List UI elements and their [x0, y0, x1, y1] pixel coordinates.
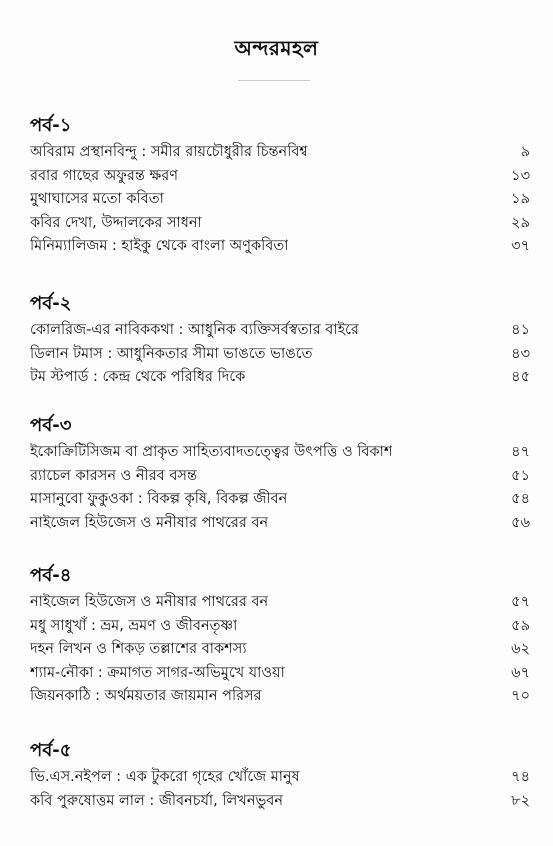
toc-entry[interactable]: [30, 591, 530, 615]
toc-entry[interactable]: [30, 441, 530, 465]
toc-entry[interactable]: [30, 235, 530, 259]
entry-title: ভি.এস.নইপল : এক টুকরো গৃহের খোঁজে মানুষ: [30, 769, 300, 785]
entry-page-number: ৫৭: [511, 594, 530, 610]
entry-title: অবিরাম প্রস্থানবিন্দু : সমীর রায়চৌধুরীর চিন্তনবিশ্ব: [30, 144, 308, 160]
entry-page-number: ৪১: [511, 322, 530, 338]
entry-title: মাসানুবো ফুকুওকা : বিকল্প কৃষি, বিকল্প জীবন: [30, 491, 288, 507]
toc-entry[interactable]: [30, 766, 530, 790]
toc-entry[interactable]: [30, 165, 530, 189]
section-heading: পর্ব-৫: [30, 740, 72, 761]
entry-title: নাইজেল হিউজেস ও মনীষার পাথরের বন: [30, 514, 269, 531]
toc-entry[interactable]: [30, 662, 530, 686]
toc-entry[interactable]: [30, 141, 530, 165]
entry-page-number: ৭০: [511, 688, 530, 704]
entry-page-number: ৪৭: [511, 444, 530, 460]
entry-page-number: ৫১: [511, 467, 530, 484]
toc-entry[interactable]: [30, 319, 530, 343]
section-4: [30, 563, 530, 709]
section-heading: পর্ব-৪: [30, 565, 72, 586]
section-1: [30, 113, 530, 259]
toc-entry[interactable]: [30, 212, 530, 236]
entry-page-number: ৩৭: [511, 238, 530, 254]
toc-entry[interactable]: [30, 790, 530, 814]
entry-page-number: ৫৪: [511, 491, 530, 507]
toc-entry[interactable]: [30, 343, 530, 367]
entry-title: মিনিম্যালিজম : হাইকু থেকে বাংলা অণুকবিতা: [30, 238, 289, 254]
entry-title: ডিলান টমাস : আধুনিকতার সীমা ভাঙতে ভাঙতে: [30, 345, 313, 362]
entry-page-number: ৪৩: [511, 345, 530, 362]
toc-entry[interactable]: [30, 685, 530, 709]
toc-entry[interactable]: [30, 366, 530, 390]
toc-entry[interactable]: [30, 188, 530, 212]
entry-page-number: ৮২: [511, 792, 530, 809]
entry-title: মধু সাধুখাঁ : ভ্রম, ভ্রমণ ও জীবনতৃষ্ণা: [30, 617, 238, 634]
entry-page-number: ১৩: [511, 167, 530, 184]
entry-title: কোলরিজ-এর নাবিককথা : আধুনিক ব্যক্তিসর্বস্বতার বাইরে: [30, 322, 359, 338]
page-title: অন্দরমহল: [234, 36, 319, 60]
section-5: [30, 738, 530, 813]
entry-title: দহন লিখন ও শিকড় তল্লাশের বাকশস্য: [30, 641, 247, 657]
toc-entry[interactable]: [30, 615, 530, 639]
section-2: [30, 291, 530, 390]
entry-title: কবি পুরুষোত্তম লাল : জীবনচর্যা, লিখনভুবন: [30, 792, 284, 809]
section-3: [30, 413, 530, 535]
toc-entry[interactable]: [30, 488, 530, 512]
entry-title: টম স্টপার্ড : কেন্দ্র থেকে পরিধির দিকে: [30, 369, 246, 385]
entry-page-number: ৬৭: [511, 664, 530, 681]
toc-entry[interactable]: [30, 465, 530, 489]
entry-page-number: ২৯: [511, 214, 530, 231]
toc-entry[interactable]: [30, 512, 530, 536]
title-underline: [238, 80, 310, 81]
section-heading: পর্ব-১: [30, 115, 72, 136]
section-heading: পর্ব-২: [30, 293, 72, 314]
section-heading: পর্ব-৩: [30, 415, 72, 436]
toc-entry[interactable]: [30, 638, 530, 662]
entry-page-number: ৫৯: [511, 617, 530, 634]
entry-page-number: ৯: [520, 144, 530, 160]
entry-page-number: ৬২: [511, 641, 530, 657]
entry-page-number: ৪৫: [511, 369, 530, 385]
entry-page-number: ১৯: [511, 191, 530, 207]
entry-title: রবার গাছের অফুরন্ত ক্ষরণ: [30, 167, 178, 184]
entry-page-number: ৭৪: [511, 769, 530, 785]
entry-title: মুথাঘাসের মতো কবিতা: [30, 191, 164, 207]
entry-title: শ্যাম-নৌকা : ক্রমাগত সাগর-অভিমুখে যাওয়া: [30, 664, 285, 681]
entry-title: নাইজেল হিউজেস ও মনীষার পাথরের বন: [30, 594, 269, 610]
entry-title: র‍্যাচেল কারসন ও নীরব বসন্ত: [30, 467, 197, 484]
entry-title: ইকোক্রিটিসিজম বা প্রাকৃত সাহিত্যবাদতত্ত্বের উৎপত্তি ও বিকাশ: [30, 444, 393, 460]
entry-title: কবির দেখা, উদ্দালকের সাধনা: [30, 214, 202, 231]
entry-title: জিয়নকাঠি : অর্থময়তার জায়মান পরিসর: [30, 688, 262, 704]
entry-page-number: ৫৬: [511, 514, 530, 531]
